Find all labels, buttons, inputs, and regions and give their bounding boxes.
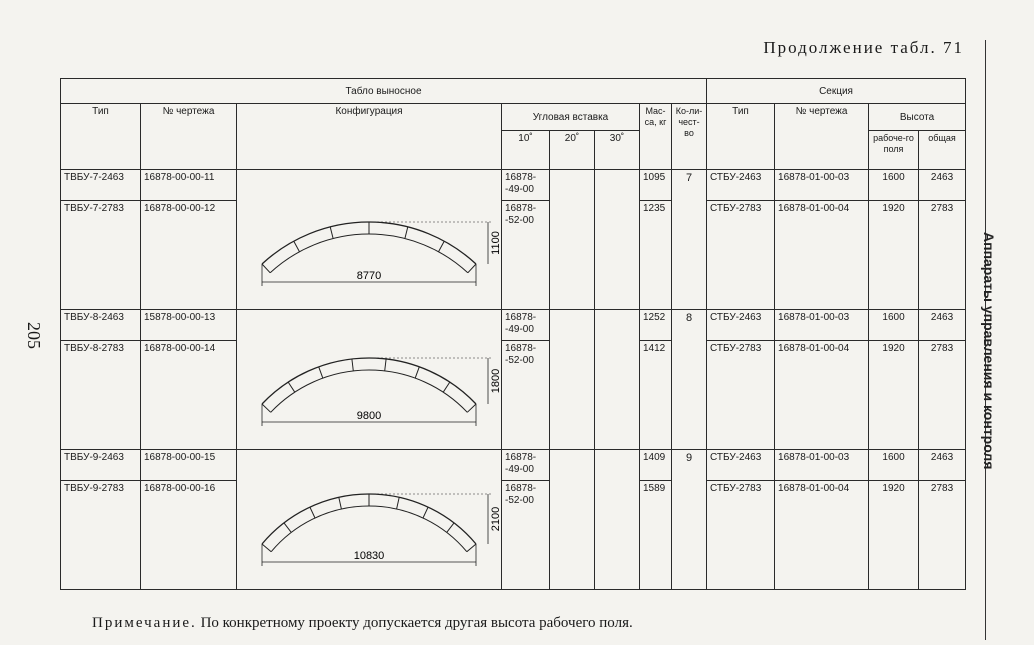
header-mass: Мас-са, кг [640,104,672,170]
cell-height-total: 2783 [919,340,966,449]
arch-segment-divider [467,544,476,552]
cell-insert-10: 16878- -49-00 [502,310,550,341]
cell-type: ТВБУ-9-2783 [61,480,141,589]
cell-height-total: 2463 [919,170,966,201]
arch-outer [262,358,476,404]
note-label: Примечание. [92,615,197,631]
cell-height-total: 2463 [919,310,966,341]
cell-section-drawing: 16878-01-00-04 [775,200,869,309]
dim-height-label: 2100 [490,506,502,532]
cell-insert-10: 16878- -49-00 [502,170,550,201]
arch-segment-divider [284,523,291,533]
header-group-right: Секция [707,79,966,104]
header-type: Тип [61,104,141,170]
cell-configuration [237,170,502,310]
cell-type: ТВБУ-8-2463 [61,310,141,341]
cell-height-working: 1920 [869,200,919,309]
dim-width-label: 9800 [356,410,382,422]
header-drawing-no: № чертежа [141,104,237,170]
dim-height-label: 1800 [490,368,502,394]
cell-drawing: 16878-00-00-15 [141,450,237,481]
arch-configuration-drawing [240,172,505,307]
table-row [61,480,966,589]
arch-configuration-drawing [240,452,505,587]
specification-table [60,78,966,590]
dim-width-label: 10830 [353,550,385,562]
cell-height-working: 1600 [869,170,919,201]
cell-section-drawing: 16878-01-00-04 [775,480,869,589]
cell-height-total: 2783 [919,480,966,589]
cell-insert-20 [550,310,595,450]
note [92,615,633,632]
arch-segment-divider [352,359,353,371]
cell-section-drawing: 16878-01-00-03 [775,450,869,481]
arch-inner [271,370,468,412]
cell-section-type: СТБУ-2463 [707,170,775,201]
dim-width-label: 8770 [356,270,382,282]
header-height-working: рабоче-го поля [869,131,919,170]
cell-mass: 1252 [640,310,672,341]
arch-segment-divider [439,241,445,252]
dim-height-label: 1100 [490,231,502,255]
cell-quantity: 8 [672,310,707,450]
cell-height-working: 1600 [869,310,919,341]
arch-segment-divider [288,382,295,392]
arch-segment-divider [415,367,419,378]
cell-section-type: СТБУ-2783 [707,200,775,309]
cell-insert-10: 16878- -52-00 [502,340,550,449]
table-row [61,340,966,449]
arch-segment-divider [330,227,333,239]
cell-configuration [237,450,502,590]
cell-height-working: 1600 [869,450,919,481]
cell-mass: 1235 [640,200,672,309]
header-deg30: 30˚ [595,131,640,170]
arch-segment-divider [423,507,428,518]
cell-drawing: 16878-00-00-14 [141,340,237,449]
cell-section-type: СТБУ-2463 [707,450,775,481]
arch-inner [270,234,468,273]
cell-quantity: 9 [672,450,707,590]
header-configuration: Конфигурация [237,104,502,170]
arch-segment-divider [385,359,386,371]
arch-segment-divider [262,404,271,412]
arch-segment-divider [468,264,476,273]
arch-segment-divider [443,382,450,392]
cell-insert-10: 16878- -52-00 [502,200,550,309]
side-caption: Аппараты управления и контроля [981,232,997,470]
arch-segment-divider [262,264,270,273]
cell-height-working: 1920 [869,340,919,449]
cell-insert-10: 16878- -52-00 [502,480,550,589]
table-row [61,200,966,309]
cell-drawing: 16878-00-00-16 [141,480,237,589]
cell-section-drawing: 16878-01-00-04 [775,340,869,449]
cell-quantity: 7 [672,170,707,310]
header-quantity: Ко-ли-чест-во [672,104,707,170]
cell-section-type: СТБУ-2783 [707,340,775,449]
cell-mass: 1409 [640,450,672,481]
arch-segment-divider [294,241,300,252]
cell-section-drawing: 16878-01-00-03 [775,170,869,201]
table-row [61,310,966,341]
cell-insert-20 [550,170,595,310]
cell-insert-30 [595,450,640,590]
arch-segment-divider [339,497,342,509]
arch-configuration-drawing [240,312,505,447]
cell-height-total: 2783 [919,200,966,309]
cell-section-type: СТБУ-2463 [707,310,775,341]
header-height-total: общая [919,131,966,170]
arch-segment-divider [319,367,323,378]
arch-segment-divider [467,404,476,412]
cell-insert-20 [550,450,595,590]
arch-segment-divider [405,227,408,239]
table-row [61,170,966,201]
header-deg10: 10˚ [502,131,550,170]
note-text: По конкретному проекту допускается другая высота рабочего поля. [196,615,633,631]
cell-insert-30 [595,310,640,450]
cell-height-working: 1920 [869,480,919,589]
arch-segment-divider [397,497,400,509]
cell-section-type: СТБУ-2783 [707,480,775,589]
continuation-title: Продолжение табл. 71 [763,38,964,57]
cell-type: ТВБУ-7-2463 [61,170,141,201]
cell-type: ТВБУ-7-2783 [61,200,141,309]
arch-segment-divider [447,523,454,533]
cell-type: ТВБУ-9-2463 [61,450,141,481]
header-deg20: 20˚ [550,131,595,170]
cell-height-total: 2463 [919,450,966,481]
cell-insert-10: 16878- -49-00 [502,450,550,481]
table-row [61,450,966,481]
arch-segment-divider [262,544,271,552]
header-section-type: Тип [707,104,775,170]
cell-type: ТВБУ-8-2783 [61,340,141,449]
header-height: Высота [869,104,966,131]
header-section-drawing: № чертежа [775,104,869,170]
cell-mass: 1095 [640,170,672,201]
page-number: 205 [24,322,44,349]
cell-drawing: 15878-00-00-13 [141,310,237,341]
cell-mass: 1589 [640,480,672,589]
cell-configuration [237,310,502,450]
arch-segment-divider [310,507,315,518]
cell-mass: 1412 [640,340,672,449]
cell-drawing: 16878-00-00-12 [141,200,237,309]
arch-inner [271,506,467,552]
header-group-left: Табло выносное [61,79,707,104]
cell-insert-30 [595,170,640,310]
header-corner-insert: Угловая вставка [502,104,640,131]
cell-section-drawing: 16878-01-00-03 [775,310,869,341]
cell-drawing: 16878-00-00-11 [141,170,237,201]
